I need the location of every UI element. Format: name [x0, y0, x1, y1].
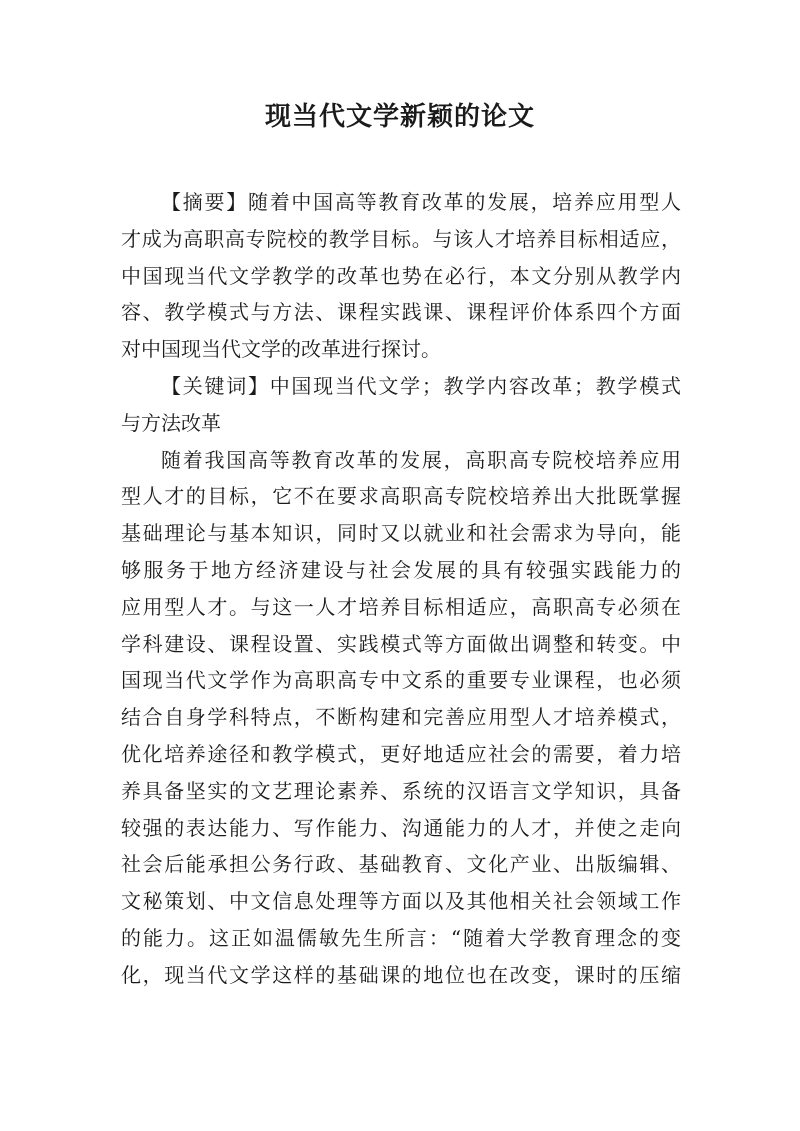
body-line: 社会后能承担公务行政、基础教育、文化产业、出版编辑、 — [121, 852, 681, 877]
body-line: 养具备坚实的文艺理论素养、系统的汉语言文学知识，具备 — [121, 778, 681, 803]
body-line: 结合自身学科特点，不断构建和完善应用型人才培养模式， — [121, 705, 681, 730]
body-line: 的能力。这正如温儒敏先生所言：“随着大学教育理念的变 — [121, 925, 681, 950]
body-line: 应用型人才。与这一人才培养目标相适应，高职高专必须在 — [121, 594, 681, 619]
body-line: 够服务于地方经济建设与社会发展的具有较强实践能力的 — [121, 557, 681, 582]
abstract-line: 中国现当代文学教学的改革也势在必行，本文分别从教学内 — [121, 263, 681, 288]
body-line: 学科建设、课程设置、实践模式等方面做出调整和转变。中 — [121, 631, 681, 656]
abstract-line: 才成为高职高专院校的教学目标。与该人才培养目标相适应， — [121, 226, 681, 251]
body-line: 国现当代文学作为高职高专中文系的重要专业课程，也必须 — [121, 668, 681, 693]
body-line: 型人才的目标，它不在要求高职高专院校培养出大批既掌握 — [121, 484, 681, 509]
document-body — [121, 184, 681, 994]
abstract-line: 容、教学模式与方法、课程实践课、课程评价体系四个方面 — [121, 300, 681, 325]
body-line: 基础理论与基本知识，同时又以就业和社会需求为导向，能 — [121, 521, 681, 546]
abstract-paragraph — [121, 184, 681, 368]
body-line: 优化培养途径和教学模式，更好地适应社会的需要，着力培 — [121, 741, 681, 766]
body-line: 较强的表达能力、写作能力、沟通能力的人才，并使之走向 — [121, 815, 681, 840]
body-paragraph — [121, 442, 681, 994]
abstract-line: 对中国现当代文学的改革进行探讨。 — [121, 337, 441, 362]
body-line: 文秘策划、中文信息处理等方面以及其他相关社会领域工作 — [121, 889, 681, 914]
abstract-line: 【摘要】随着中国高等教育改革的发展，培养应用型人 — [161, 190, 681, 214]
keywords-line: 【关键词】中国现当代文学；教学内容改革；教学模式 — [161, 373, 681, 398]
body-line: 随着我国高等教育改革的发展，高职高专院校培养应用 — [161, 447, 681, 472]
keywords-paragraph — [121, 368, 681, 442]
keywords-line: 与方法改革 — [121, 410, 221, 435]
body-line: 化，现当代文学这样的基础课的地位也在改变，课时的压缩 — [121, 962, 681, 987]
document-title: 现当代文学新颖的论文 — [264, 102, 535, 132]
